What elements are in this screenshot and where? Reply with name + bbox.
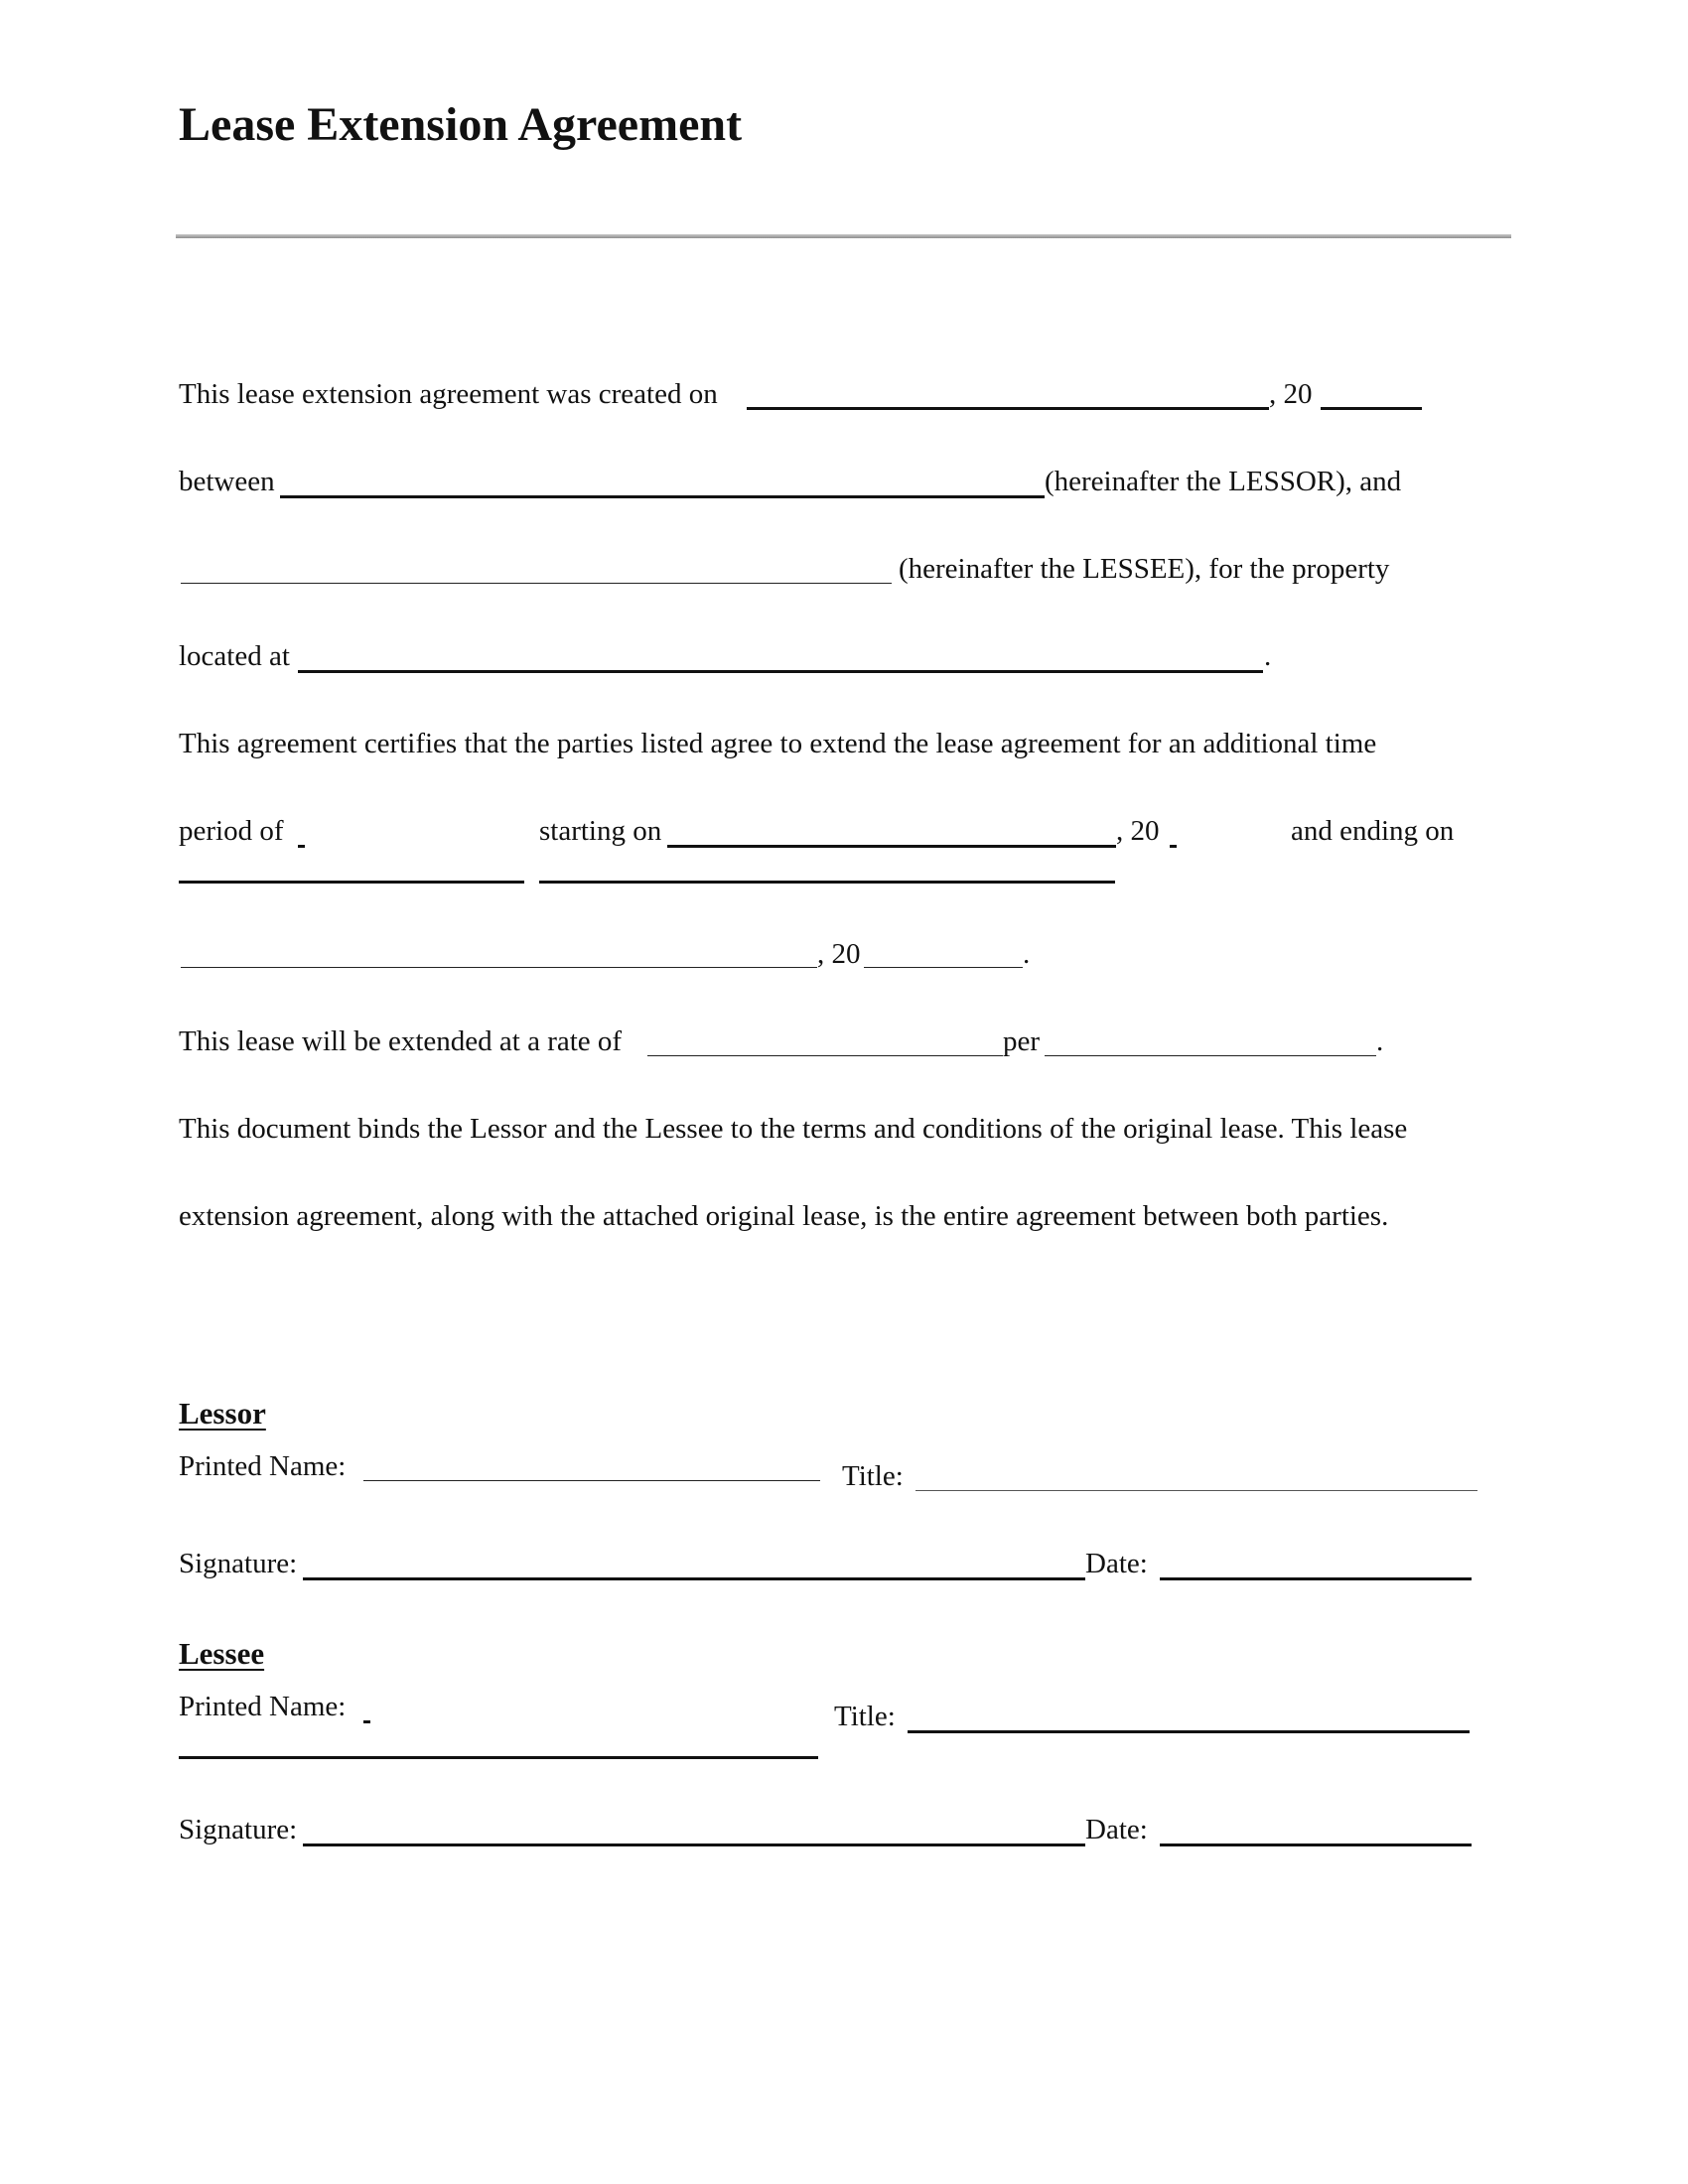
lessee-signature-label: Signature: xyxy=(179,1814,298,1845)
end-year-field[interactable] xyxy=(864,967,1023,968)
created-year-field[interactable] xyxy=(1321,407,1422,410)
certification-text: This agreement certifies that the parties listed agree to extend the lease agreement for an additional time xyxy=(179,728,1377,759)
end-date-field[interactable] xyxy=(181,967,817,968)
created-year-prefix: , 20 xyxy=(1269,378,1313,410)
lessor-date-field[interactable] xyxy=(1160,1577,1472,1580)
between-label: between xyxy=(179,466,275,497)
lessee-designation: (hereinafter the LESSEE), for the property xyxy=(899,553,1390,585)
binding-text-2: extension agreement, along with the attached original lease, is the entire agreement between both parties. xyxy=(179,1200,1389,1232)
per-label: per xyxy=(1003,1025,1041,1057)
rate-label: This lease will be extended at a rate of xyxy=(179,1025,623,1057)
end-date-period: . xyxy=(1023,938,1031,970)
address-period: . xyxy=(1264,640,1272,672)
start-year-stub[interactable] xyxy=(1170,845,1177,848)
period-stub-line xyxy=(298,845,305,848)
lessor-designation: (hereinafter the LESSOR), and xyxy=(1045,466,1402,497)
lessee-printed-name-label: Printed Name: xyxy=(179,1691,347,1722)
lessee-date-field[interactable] xyxy=(1160,1843,1472,1846)
lessee-signature-field[interactable] xyxy=(303,1843,1085,1846)
starting-on-label: starting on xyxy=(539,815,662,847)
binding-text-1: This document binds the Lessor and the Lessee to the terms and conditions of the original lease. This lease xyxy=(179,1113,1408,1145)
lessor-printed-name-field[interactable] xyxy=(363,1480,820,1481)
created-on-label: This lease extension agreement was created on xyxy=(179,378,718,410)
created-on-date-field[interactable] xyxy=(747,407,1269,410)
lessor-signature-label: Signature: xyxy=(179,1548,298,1579)
lessor-signature-field[interactable] xyxy=(303,1577,1085,1580)
end-year-prefix: , 20 xyxy=(817,938,861,970)
period-field[interactable] xyxy=(179,881,524,884)
lessee-date-label: Date: xyxy=(1085,1814,1148,1845)
lessee-heading: Lessee xyxy=(179,1636,265,1671)
lessee-printed-name-field[interactable] xyxy=(179,1756,818,1759)
page-title: Lease Extension Agreement xyxy=(179,98,743,151)
lessor-name-field[interactable] xyxy=(280,495,1045,498)
start-date-field-2[interactable] xyxy=(539,881,1115,884)
rate-period-field[interactable] xyxy=(1045,1055,1376,1056)
lessor-title-label: Title: xyxy=(842,1460,904,1492)
located-at-label: located at xyxy=(179,640,290,672)
start-date-field[interactable] xyxy=(667,845,1116,848)
lessor-title-field[interactable] xyxy=(915,1490,1477,1491)
lessor-printed-name-label: Printed Name: xyxy=(179,1450,347,1482)
rate-period: . xyxy=(1376,1025,1384,1057)
ending-on-label: and ending on xyxy=(1291,815,1455,847)
rate-field[interactable] xyxy=(647,1055,1003,1056)
lessor-heading: Lessor xyxy=(179,1396,266,1431)
period-of-label: period of xyxy=(179,815,284,847)
start-year-prefix: , 20 xyxy=(1116,815,1160,847)
lessee-title-field[interactable] xyxy=(908,1730,1470,1733)
lessee-title-label: Title: xyxy=(834,1701,896,1732)
lessee-printed-name-stub xyxy=(363,1720,370,1723)
property-address-field[interactable] xyxy=(298,670,1263,673)
lessor-date-label: Date: xyxy=(1085,1548,1148,1579)
title-divider xyxy=(176,234,1511,238)
lessee-name-field[interactable] xyxy=(181,583,892,584)
